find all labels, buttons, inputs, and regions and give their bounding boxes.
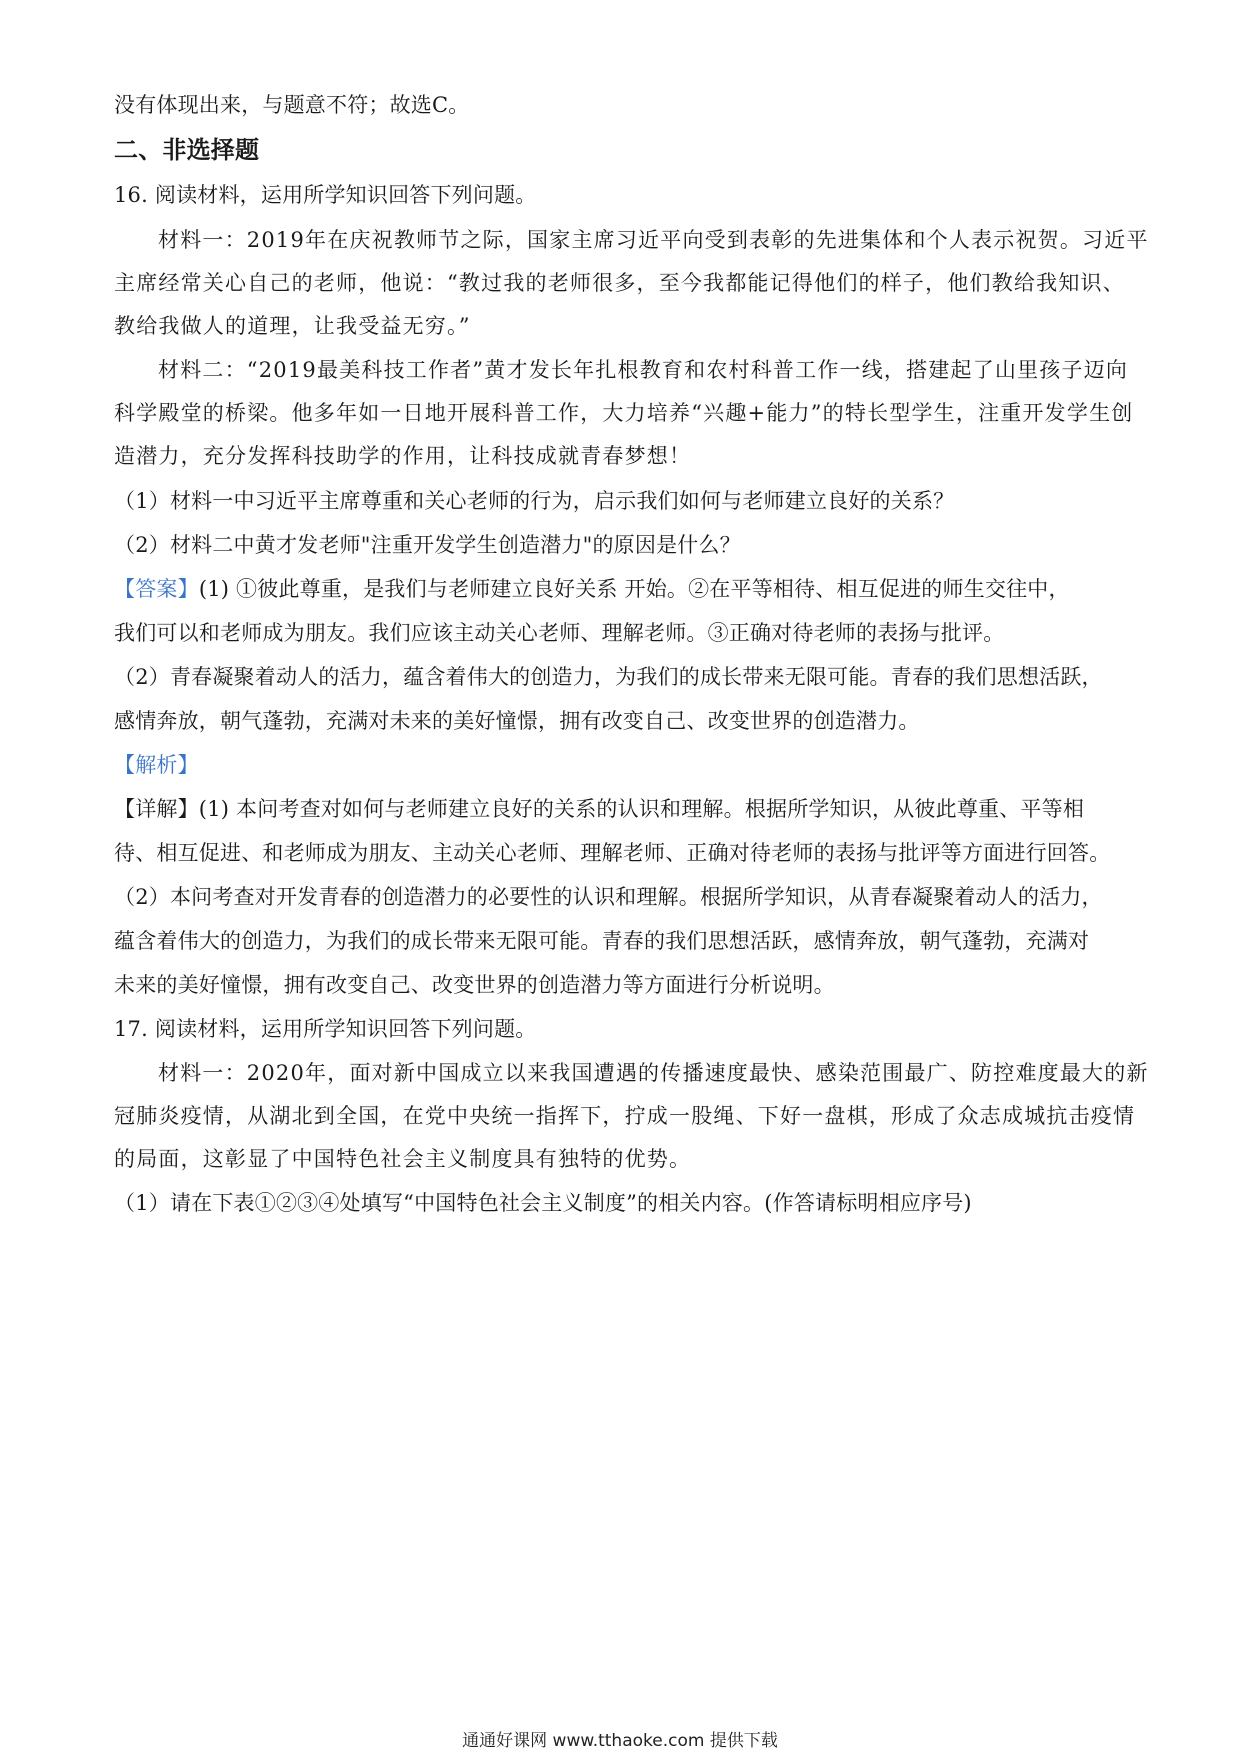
detail-line: 蕴含着伟大的创造力，为我们的成长带来无限可能。青春的我们思想活跃，感情奔放，朝气蓬勃，充满对 (114, 929, 1090, 953)
footer-watermark: 通通好课网 www.tthaoke.com 提供下载 (462, 1731, 778, 1751)
material-3-line: 的局面，这彰显了中国特色社会主义制度具有独特的优势。 (114, 1147, 692, 1171)
answer-text: (1) ①彼此尊重，是我们与老师建立良好关系 开始。②在平等相待、相互促进的师生交往中， (198, 577, 1070, 601)
answer-line: 感情奔放，朝气蓬勃，充满对未来的美好憧憬，拥有改变自己、改变世界的创造潜力。 (114, 709, 920, 733)
detail-line: （2）本问考查对开发青春的创造潜力的必要性的认识和理解。根据所学知识，从青春凝聚着动人的活力， (114, 885, 1103, 909)
answer-line: （2）青春凝聚着动人的活力，蕴含着伟大的创造力，为我们的成长带来无限可能。青春的我们思想活跃， (114, 665, 1103, 689)
sub-question-17-1: （1）请在下表①②③④处填写“中国特色社会主义制度”的相关内容。(作答请标明相应序号) (114, 1191, 972, 1215)
material-2-line: 科学殿堂的桥梁。他多年如一日地开展科普工作，大力培养“兴趣+能力”的特长型学生，注重开发学生创 (114, 401, 1134, 425)
section-title: 二、非选择题 (114, 136, 260, 164)
detail-line: 待、相互促进、和老师成为朋友、主动关心老师、理解老师、正确对待老师的表扬与批评等方面进行回答。 (114, 841, 1111, 865)
text-line: 没有体现出来，与题意不符；故选C。 (114, 93, 470, 117)
question-17-title: 17. 阅读材料，运用所学知识回答下列问题。 (114, 1017, 537, 1041)
detail-line: 未来的美好憧憬，拥有改变自己、改变世界的创造潜力等方面进行分析说明。 (114, 973, 835, 997)
material-1-line: 材料一：2019年在庆祝教师节之际，国家主席习近平向受到表彰的先进集体和个人表示祝贺。习近平 (158, 228, 1149, 252)
material-1-line: 主席经常关心自己的老师，他说：“教过我的老师很多，至今我都能记得他们的样子，他们教给我知识、 (114, 271, 1125, 295)
material-3-line: 冠肺炎疫情，从湖北到全国，在党中央统一指挥下，拧成一股绳、下好一盘棋，形成了众志成城抗击疫情 (114, 1104, 1136, 1128)
material-1-line: 教给我做人的道理，让我受益无穷。” (114, 314, 471, 338)
analysis-tag: 【解析】 (114, 753, 199, 777)
sub-question-1: （1）材料一中习近平主席尊重和关心老师的行为，启示我们如何与老师建立良好的关系？ (114, 489, 955, 513)
material-2-line: 材料二：“2019最美科技工作者”黄才发长年扎根教育和农村科普工作一线，搭建起了山里孩子迈向 (158, 358, 1129, 382)
answer-tag: 【答案】 (114, 577, 199, 601)
sub-question-2: （2）材料二中黄才发老师"注重开发学生创造潜力"的原因是什么？ (114, 533, 741, 557)
question-16-title: 16. 阅读材料，运用所学知识回答下列问题。 (114, 183, 537, 207)
answer-line (114, 574, 1124, 604)
material-2-line: 造潜力，充分发挥科技助学的作用，让科技成就青春梦想！ (114, 444, 692, 468)
material-3-line: 材料一：2020年，面对新中国成立以来我国遭遇的传播速度最快、感染范围最广、防控难度最大的新 (158, 1061, 1149, 1085)
answer-line: 我们可以和老师成为朋友。我们应该主动关心老师、理解老师。③正确对待老师的表扬与批评。 (114, 621, 1005, 645)
detail-line: 【详解】(1) 本问考查对如何与老师建立良好的关系的认识和理解。根据所学知识，从彼此尊重、平等相 (114, 797, 1085, 821)
